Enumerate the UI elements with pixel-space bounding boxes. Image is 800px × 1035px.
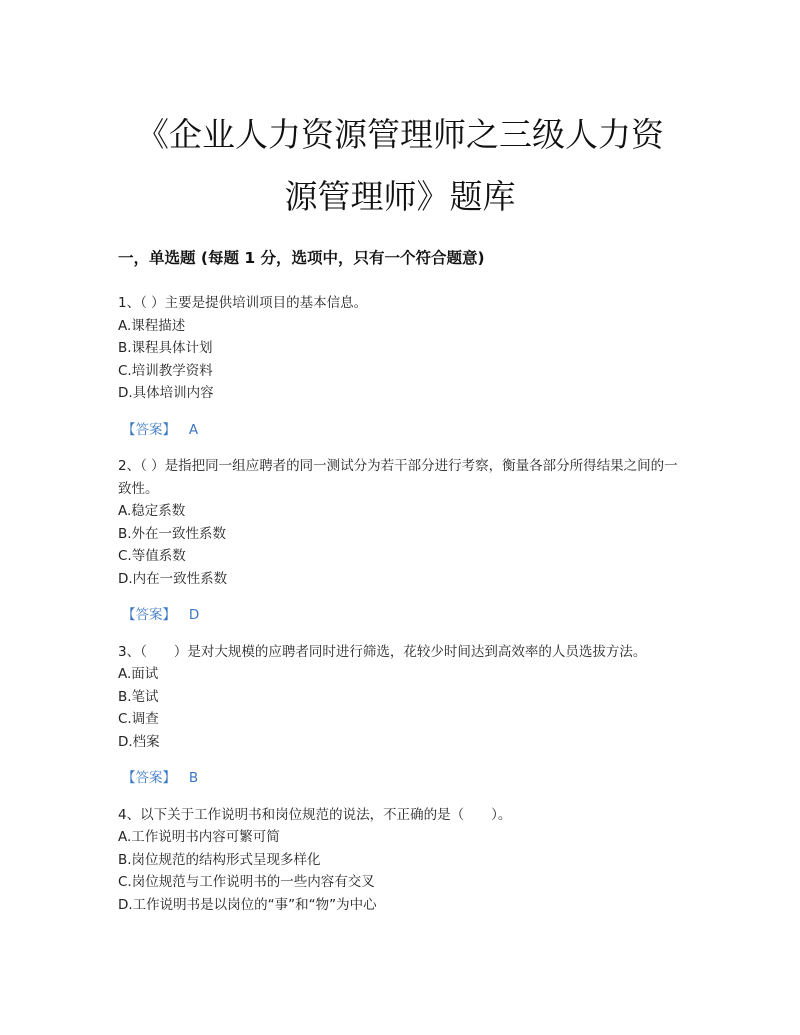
answer-label: 【答案】	[122, 421, 176, 438]
document-title	[0, 104, 800, 228]
option-c: C.调查	[118, 711, 159, 727]
question-stem: 1、（ ）主要是提供培训项目的基本信息。	[118, 295, 368, 311]
title-line-1: 《企业人力资源管理师之三级人力资	[136, 115, 664, 154]
option-d: D.具体培训内容	[118, 385, 214, 401]
option-b: B.外在一致性系数	[118, 525, 227, 542]
question-4	[118, 804, 683, 917]
question-1	[118, 292, 683, 441]
answer-label: 【答案】	[122, 607, 176, 623]
answer-line	[122, 767, 683, 790]
answer-value: D	[188, 607, 200, 623]
option-list	[118, 315, 683, 405]
option-a: A.面试	[118, 666, 159, 682]
question-stem: 4、以下关于工作说明书和岗位规范的说法，不正确的是（ ）。	[118, 806, 512, 823]
title-line-2: 源管理师》题库	[284, 177, 516, 216]
option-list	[118, 826, 683, 916]
option-b: B.笔试	[118, 688, 159, 705]
option-b: B.课程具体计划	[118, 340, 213, 356]
option-d: D.档案	[118, 733, 160, 750]
question-list	[118, 292, 683, 916]
option-a: A.工作说明书内容可繁可简	[118, 829, 280, 845]
question-2	[118, 455, 683, 627]
option-a: A.课程描述	[118, 317, 186, 334]
answer-value: B	[188, 770, 199, 786]
option-b: B.岗位规范的结构形式呈现多样化	[118, 851, 321, 868]
option-list	[118, 500, 683, 590]
option-a: A.稳定系数	[118, 503, 186, 519]
question-stem: 3、（ ）是对大规模的应聘者同时进行筛选，花较少时间达到高效率的人员选拔方法。	[118, 643, 647, 660]
section-heading: 一，单选题 (每题 1 分，选项中，只有一个符合题意)	[118, 249, 485, 267]
option-c: C.岗位规范与工作说明书的一些内容有交叉	[118, 874, 375, 890]
option-c: C.等值系数	[118, 548, 186, 564]
option-d: D.工作说明书是以岗位的“事”和“物”为中心	[118, 896, 377, 913]
option-list	[118, 663, 683, 753]
answer-value: A	[188, 421, 199, 438]
option-d: D.内在一致性系数	[118, 570, 228, 587]
question-3	[118, 641, 683, 790]
answer-line	[122, 419, 683, 442]
answer-line	[122, 604, 683, 627]
answer-label: 【答案】	[122, 770, 176, 786]
option-c: C.培训教学资料	[118, 362, 213, 379]
question-stem: 2、（ ）是指把同一组应聘者的同一测试分为若干部分进行考察，衡量各部分所得结果之间的一致性。	[118, 458, 678, 497]
